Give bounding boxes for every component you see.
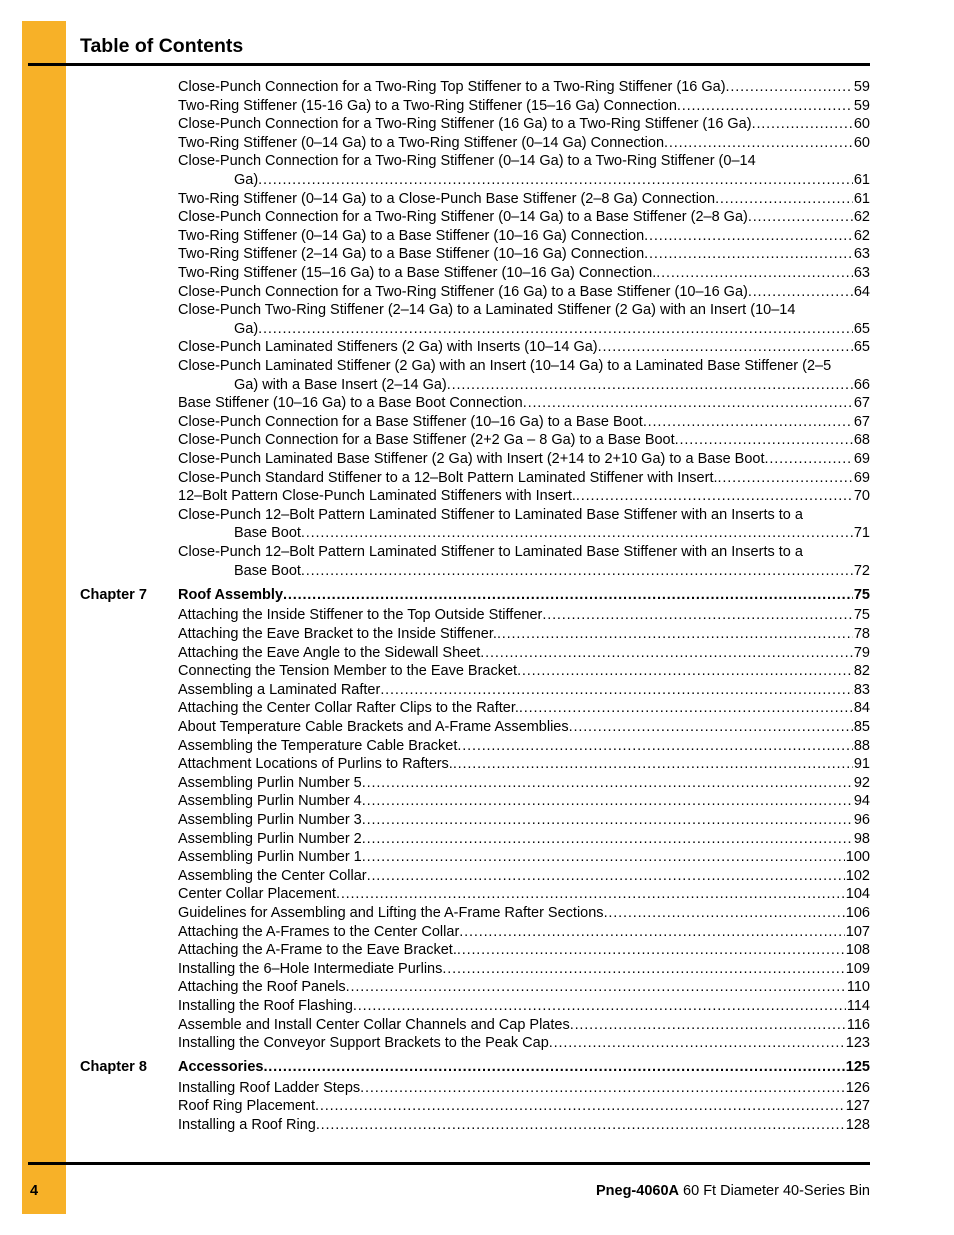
toc-entry-page: 79 (853, 644, 870, 661)
dot-leader (497, 625, 853, 644)
toc-entry-title: Ga) with a Base Insert (2–14 Ga) (234, 376, 447, 393)
toc-entry-title: Close-Punch Connection for a Two-Ring Stiffener (16 Ga) to a Two-Ring Stiffener (16 Ga) (178, 116, 752, 133)
toc-entry-page: 96 (853, 811, 870, 828)
toc-entry-title: Attaching the Eave Angle to the Sidewall Sheet (178, 644, 481, 661)
toc-entry[interactable] (178, 506, 870, 543)
toc-entry-page: 85 (853, 718, 870, 735)
dot-leader (360, 1079, 845, 1098)
toc-entry[interactable] (178, 904, 870, 923)
toc-entry-title: Base Boot (234, 562, 301, 579)
dot-leader (517, 662, 853, 681)
dot-leader (549, 1034, 845, 1053)
toc-entry-page: 63 (853, 265, 870, 281)
toc-entry-title: Assembling a Laminated Rafter (178, 681, 381, 698)
toc-entry-title: Ga) (234, 320, 259, 337)
dot-leader (453, 755, 853, 774)
toc-entry[interactable] (178, 190, 870, 209)
toc-entry-page: 114 (846, 997, 870, 1014)
toc-entry[interactable] (178, 755, 870, 774)
toc-entry-title: Attaching the Roof Panels (178, 979, 346, 996)
toc-entry[interactable] (178, 264, 870, 283)
dot-leader (380, 681, 853, 700)
toc-entry-title: Installing the 6–Hole Intermediate Purlins (178, 960, 443, 977)
toc-entry[interactable] (178, 152, 870, 189)
dot-leader (459, 923, 845, 942)
chapter-label: Chapter 8 (80, 1059, 147, 1076)
toc-entry[interactable] (178, 227, 870, 246)
toc-entry[interactable] (178, 586, 870, 605)
toc-entry-page: 61 (853, 190, 870, 207)
toc-entry-title: About Temperature Cable Brackets and A-Frame Assemblies (178, 718, 569, 735)
dot-leader (726, 78, 853, 97)
dot-leader (643, 413, 853, 432)
toc-entry-title: Close-Punch Two-Ring Stiffener (2–14 Ga) to a Laminated Stiffener (2 Ga) with an Insert (10–14 (178, 302, 796, 319)
toc-entry-page: 63 (853, 246, 870, 263)
toc-entry[interactable] (178, 394, 870, 413)
toc-entry-title: Installing the Roof Flashing (178, 997, 353, 1014)
toc-entry[interactable] (178, 885, 870, 904)
toc-entry-page: 67 (853, 413, 870, 430)
toc-entry-page: 94 (853, 793, 870, 810)
toc-entry-title: Connecting the Tension Member to the Eave Bracket (178, 663, 518, 680)
toc-entry[interactable] (178, 718, 870, 737)
dot-leader (336, 885, 845, 904)
dot-leader (542, 606, 853, 625)
dot-leader (598, 338, 853, 357)
toc-entry-title: Attaching the A-Frames to the Center Collar (178, 923, 460, 940)
footer-doc-title (596, 1183, 870, 1199)
toc-entry-title: Installing a Roof Ring (178, 1117, 316, 1133)
toc-entry-title: Attachment Locations of Purlins to Rafters. (178, 756, 453, 773)
toc-entry-page: 102 (845, 867, 870, 884)
toc-entry-page: 107 (845, 923, 870, 940)
dot-leader (576, 487, 853, 506)
dot-leader (644, 245, 853, 264)
dot-leader (480, 644, 853, 663)
toc-entry-title: Close-Punch Laminated Stiffeners (2 Ga) with Inserts (10–14 Ga) (178, 339, 598, 356)
dot-leader (675, 431, 853, 450)
dot-leader (362, 811, 853, 830)
toc-entry-title: Close-Punch Connection for a Base Stiffener (10–16 Ga) to a Base Boot (178, 413, 643, 430)
toc-entry-page: 65 (853, 320, 870, 337)
toc-entry[interactable] (178, 97, 870, 116)
toc-entry-page: 64 (853, 283, 870, 300)
doc-id: Pneg-4060A (595, 1183, 679, 1199)
toc-entry-page: 66 (853, 376, 870, 393)
toc-entry[interactable] (178, 1034, 870, 1053)
toc-entry-title: Assembling Purlin Number 2 (178, 830, 362, 847)
dot-leader (748, 283, 853, 302)
toc-entry[interactable] (178, 1097, 870, 1116)
toc-entry[interactable] (178, 1116, 870, 1135)
toc-entry-page: 62 (853, 209, 870, 226)
dot-leader (569, 718, 853, 737)
toc-entry[interactable] (178, 469, 870, 488)
dot-leader (362, 848, 845, 867)
toc-entry[interactable] (178, 338, 870, 357)
toc-entry-title: Close-Punch Standard Stiffener to a 12–Bolt Pattern Laminated Stiffener with Insert. (178, 469, 718, 486)
toc-entry-title: Roof Ring Placement (178, 1098, 316, 1115)
doc-title: 60 Ft Diameter 40-Series Bin (683, 1183, 870, 1199)
toc-entry[interactable] (178, 644, 870, 663)
toc-entry-title: Ga) (234, 171, 259, 188)
toc-entry-page: 69 (853, 469, 870, 486)
toc-entry-title: Base Boot (234, 525, 301, 542)
toc-entry-page: 70 (853, 488, 870, 505)
toc-entry-title: Close-Punch Connection for a Two-Ring Top Stiffener to a Two-Ring Stiffener (16 Ga) (178, 79, 726, 95)
toc-entry-title: Assembling Purlin Number 4 (178, 793, 362, 810)
toc-entry[interactable] (178, 413, 870, 432)
toc-entry[interactable] (178, 737, 870, 756)
toc-entry-title: Installing the Conveyor Support Brackets to the Peak Cap (178, 1035, 549, 1052)
dot-leader (604, 904, 845, 923)
toc-entry-title: Close-Punch 12–Bolt Pattern Laminated Stiffener to Laminated Base Stiffener with an Inserts to a (178, 506, 803, 523)
dot-leader (442, 960, 844, 979)
toc-entry[interactable] (178, 283, 870, 302)
toc-entry-page: 61 (853, 171, 870, 188)
dot-leader (301, 524, 853, 543)
toc-entry[interactable] (178, 606, 870, 625)
toc-entry-title: Close-Punch Connection for a Two-Ring Stiffener (0–14 Ga) to a Two-Ring Stiffener (0–14 (178, 153, 756, 170)
toc-entry-page: 78 (853, 625, 870, 642)
toc-entry-page: 69 (853, 451, 870, 467)
dot-leader (748, 208, 853, 227)
toc-entry-title: Center Collar Placement (178, 886, 336, 903)
toc-entry-title: Attaching the A-Frame to the Eave Bracket. (178, 942, 457, 959)
toc-entry-title: Assemble and Install Center Collar Channels and Cap Plates (178, 1016, 570, 1033)
toc-entry-title: Installing Roof Ladder Steps (178, 1079, 361, 1096)
toc-entry[interactable] (178, 811, 870, 830)
toc-entry[interactable] (178, 848, 870, 867)
toc-entry-title: Close-Punch Connection for a Base Stiffener (2+2 Ga – 8 Ga) to a Base Boot (178, 432, 675, 449)
toc-entry-page: 126 (845, 1079, 870, 1096)
dot-leader (362, 830, 853, 849)
toc-entry[interactable] (178, 245, 870, 264)
toc-entry-title: Roof Assembly (178, 586, 284, 603)
toc-entry[interactable] (178, 78, 870, 97)
toc-entry[interactable] (178, 208, 870, 227)
toc-entry-page: 92 (853, 774, 870, 791)
dot-leader (258, 320, 853, 339)
toc-entry-title: Accessories (178, 1059, 264, 1076)
toc-entry-title: Assembling the Temperature Cable Bracket (178, 737, 458, 754)
toc-entry[interactable] (178, 792, 870, 811)
toc-entry-page: 67 (853, 395, 870, 412)
toc-entry-page: 75 (853, 607, 870, 624)
dot-leader (457, 941, 845, 960)
toc-entry-page: 104 (845, 886, 870, 903)
toc-entry-title: Two-Ring Stiffener (0–14 Ga) to a Two-Ring Stiffener (0–14 Ga) Connection (178, 134, 665, 151)
toc-entry-title: Close-Punch 12–Bolt Pattern Laminated Stiffener to Laminated Base Stiffener with an Inserts to a (178, 544, 803, 560)
toc-entry-page: 109 (845, 960, 870, 977)
toc-entry[interactable] (178, 487, 870, 506)
toc-entry-page: 108 (845, 942, 870, 959)
toc-entry-page: 62 (853, 227, 870, 244)
dot-leader (258, 171, 853, 190)
dot-leader (677, 97, 853, 116)
toc-entry[interactable] (178, 830, 870, 849)
toc-entry-title: Assembling Purlin Number 5 (178, 774, 362, 791)
dot-leader (519, 699, 853, 718)
dot-leader (316, 1116, 845, 1135)
toc-entry-page: 91 (853, 756, 870, 773)
toc-entry[interactable] (178, 625, 870, 644)
toc-entry[interactable] (178, 134, 870, 153)
toc-entry[interactable] (178, 301, 870, 338)
toc-entry[interactable] (178, 662, 870, 681)
toc-entry[interactable] (178, 1058, 870, 1077)
toc-entry-page: 65 (853, 339, 870, 356)
toc-entry[interactable] (178, 1016, 870, 1035)
toc-entry[interactable] (178, 115, 870, 134)
dot-leader (752, 115, 853, 134)
toc-entry-title: Close-Punch Connection for a Two-Ring Stiffener (0–14 Ga) to a Base Stiffener (2–8 Ga) (178, 209, 748, 226)
toc-entry-title: Two-Ring Stiffener (0–14 Ga) to a Base Stiffener (10–16 Ga) Connection (178, 227, 645, 244)
dot-leader (353, 997, 846, 1016)
dot-leader (362, 792, 853, 811)
toc-entry-page: 116 (846, 1016, 870, 1033)
dot-leader (301, 562, 853, 581)
toc-entry-page: 100 (845, 849, 870, 866)
toc-entry-title: Assembling Purlin Number 3 (178, 811, 362, 828)
toc-entry-page: 60 (853, 116, 870, 133)
toc-entry-title: Two-Ring Stiffener (0–14 Ga) to a Close-Punch Base Stiffener (2–8 Ga) Connection (178, 190, 716, 207)
toc-entry-title: Close-Punch Laminated Base Stiffener (2 Ga) with Insert (2+14 to 2+10 Ga) to a Base Boot (178, 451, 765, 467)
dot-leader (457, 737, 852, 756)
toc-entry-title: Attaching the Center Collar Rafter Clips to the Rafter. (178, 700, 519, 717)
dot-leader (283, 586, 853, 605)
toc-entry-page: 128 (845, 1117, 870, 1133)
toc-entry[interactable] (178, 1079, 870, 1098)
dot-leader (765, 450, 853, 469)
toc-entry-page: 123 (845, 1035, 870, 1052)
toc-entry-page: 127 (845, 1098, 870, 1115)
toc-entry[interactable] (178, 681, 870, 700)
toc-entry-page: 59 (853, 79, 870, 95)
toc-entry-page: 110 (846, 979, 870, 996)
toc-entry-page: 71 (853, 525, 870, 542)
toc-entry-page: 83 (853, 681, 870, 698)
page-number: 4 (30, 1183, 39, 1199)
dot-leader (315, 1097, 845, 1116)
toc-entry[interactable] (178, 978, 870, 997)
dot-leader (644, 227, 853, 246)
toc-entry[interactable] (178, 431, 870, 450)
footer-rule (28, 1162, 870, 1165)
toc-entry-page: 72 (853, 562, 870, 579)
toc-entry-title: Close-Punch Laminated Stiffener (2 Ga) with an Insert (10–14 Ga) to a Laminated Base Stiffener (2–5 (178, 358, 832, 374)
toc-entry[interactable] (178, 941, 870, 960)
toc-entry[interactable] (178, 923, 870, 942)
toc-entry[interactable] (178, 699, 870, 718)
toc-entry-page: 59 (853, 97, 870, 114)
toc-entry-page: 125 (845, 1059, 870, 1076)
toc-entry-title: Guidelines for Assembling and Lifting the A-Frame Rafter Sections (178, 904, 604, 921)
toc-entry-title: Two-Ring Stiffener (2–14 Ga) to a Base Stiffener (10–16 Ga) Connection (178, 246, 645, 263)
dot-leader (362, 774, 853, 793)
toc-entry-page: 60 (853, 134, 870, 151)
toc-entry[interactable] (178, 450, 870, 469)
dot-leader (715, 190, 853, 209)
dot-leader (346, 978, 846, 997)
toc-entry[interactable] (178, 543, 870, 580)
toc-entry[interactable] (178, 867, 870, 886)
toc-entry-title: Two-Ring Stiffener (15–16 Ga) to a Base Stiffener (10–16 Ga) Connection. (178, 265, 657, 281)
dot-leader (570, 1016, 846, 1035)
toc-entry[interactable] (178, 960, 870, 979)
toc-entry-title: Attaching the Eave Bracket to the Inside Stiffener. (178, 625, 497, 642)
dot-leader (367, 867, 845, 886)
toc-entry[interactable] (178, 997, 870, 1016)
dot-leader (263, 1058, 844, 1077)
dot-leader (664, 134, 853, 153)
toc-entry-title: Close-Punch Connection for a Two-Ring Stiffener (16 Ga) to a Base Stiffener (10–16 Ga) (178, 283, 748, 300)
chapter-label: Chapter 7 (80, 586, 147, 603)
dot-leader (523, 394, 853, 413)
toc-entry[interactable] (178, 774, 870, 793)
toc-entry[interactable] (178, 357, 870, 394)
dot-leader (656, 264, 853, 283)
toc-entry-page: 75 (853, 586, 870, 603)
toc-entry-page: 98 (853, 830, 870, 847)
toc-entry-page: 82 (853, 663, 870, 680)
toc-entry-title: Base Stiffener (10–16 Ga) to a Base Boot Connection (178, 395, 523, 412)
toc-entry-title: Assembling the Center Collar (178, 867, 367, 884)
toc-entry-title: Two-Ring Stiffener (15-16 Ga) to a Two-Ring Stiffener (15–16 Ga) Connection (178, 97, 677, 114)
toc-entry-page: 106 (845, 904, 870, 921)
toc-entry-title: Attaching the Inside Stiffener to the Top Outside Stiffener (178, 607, 543, 624)
page-title: Table of Contents (80, 35, 244, 57)
toc-entry-title: Assembling Purlin Number 1 (178, 849, 362, 866)
toc-entry-page: 88 (853, 737, 870, 754)
toc-entry-page: 84 (853, 700, 870, 717)
toc-entry-page: 68 (853, 432, 870, 449)
dot-leader (447, 376, 853, 395)
dot-leader (718, 469, 853, 488)
toc-entry-title: 12–Bolt Pattern Close-Punch Laminated Stiffeners with Insert. (178, 488, 576, 505)
